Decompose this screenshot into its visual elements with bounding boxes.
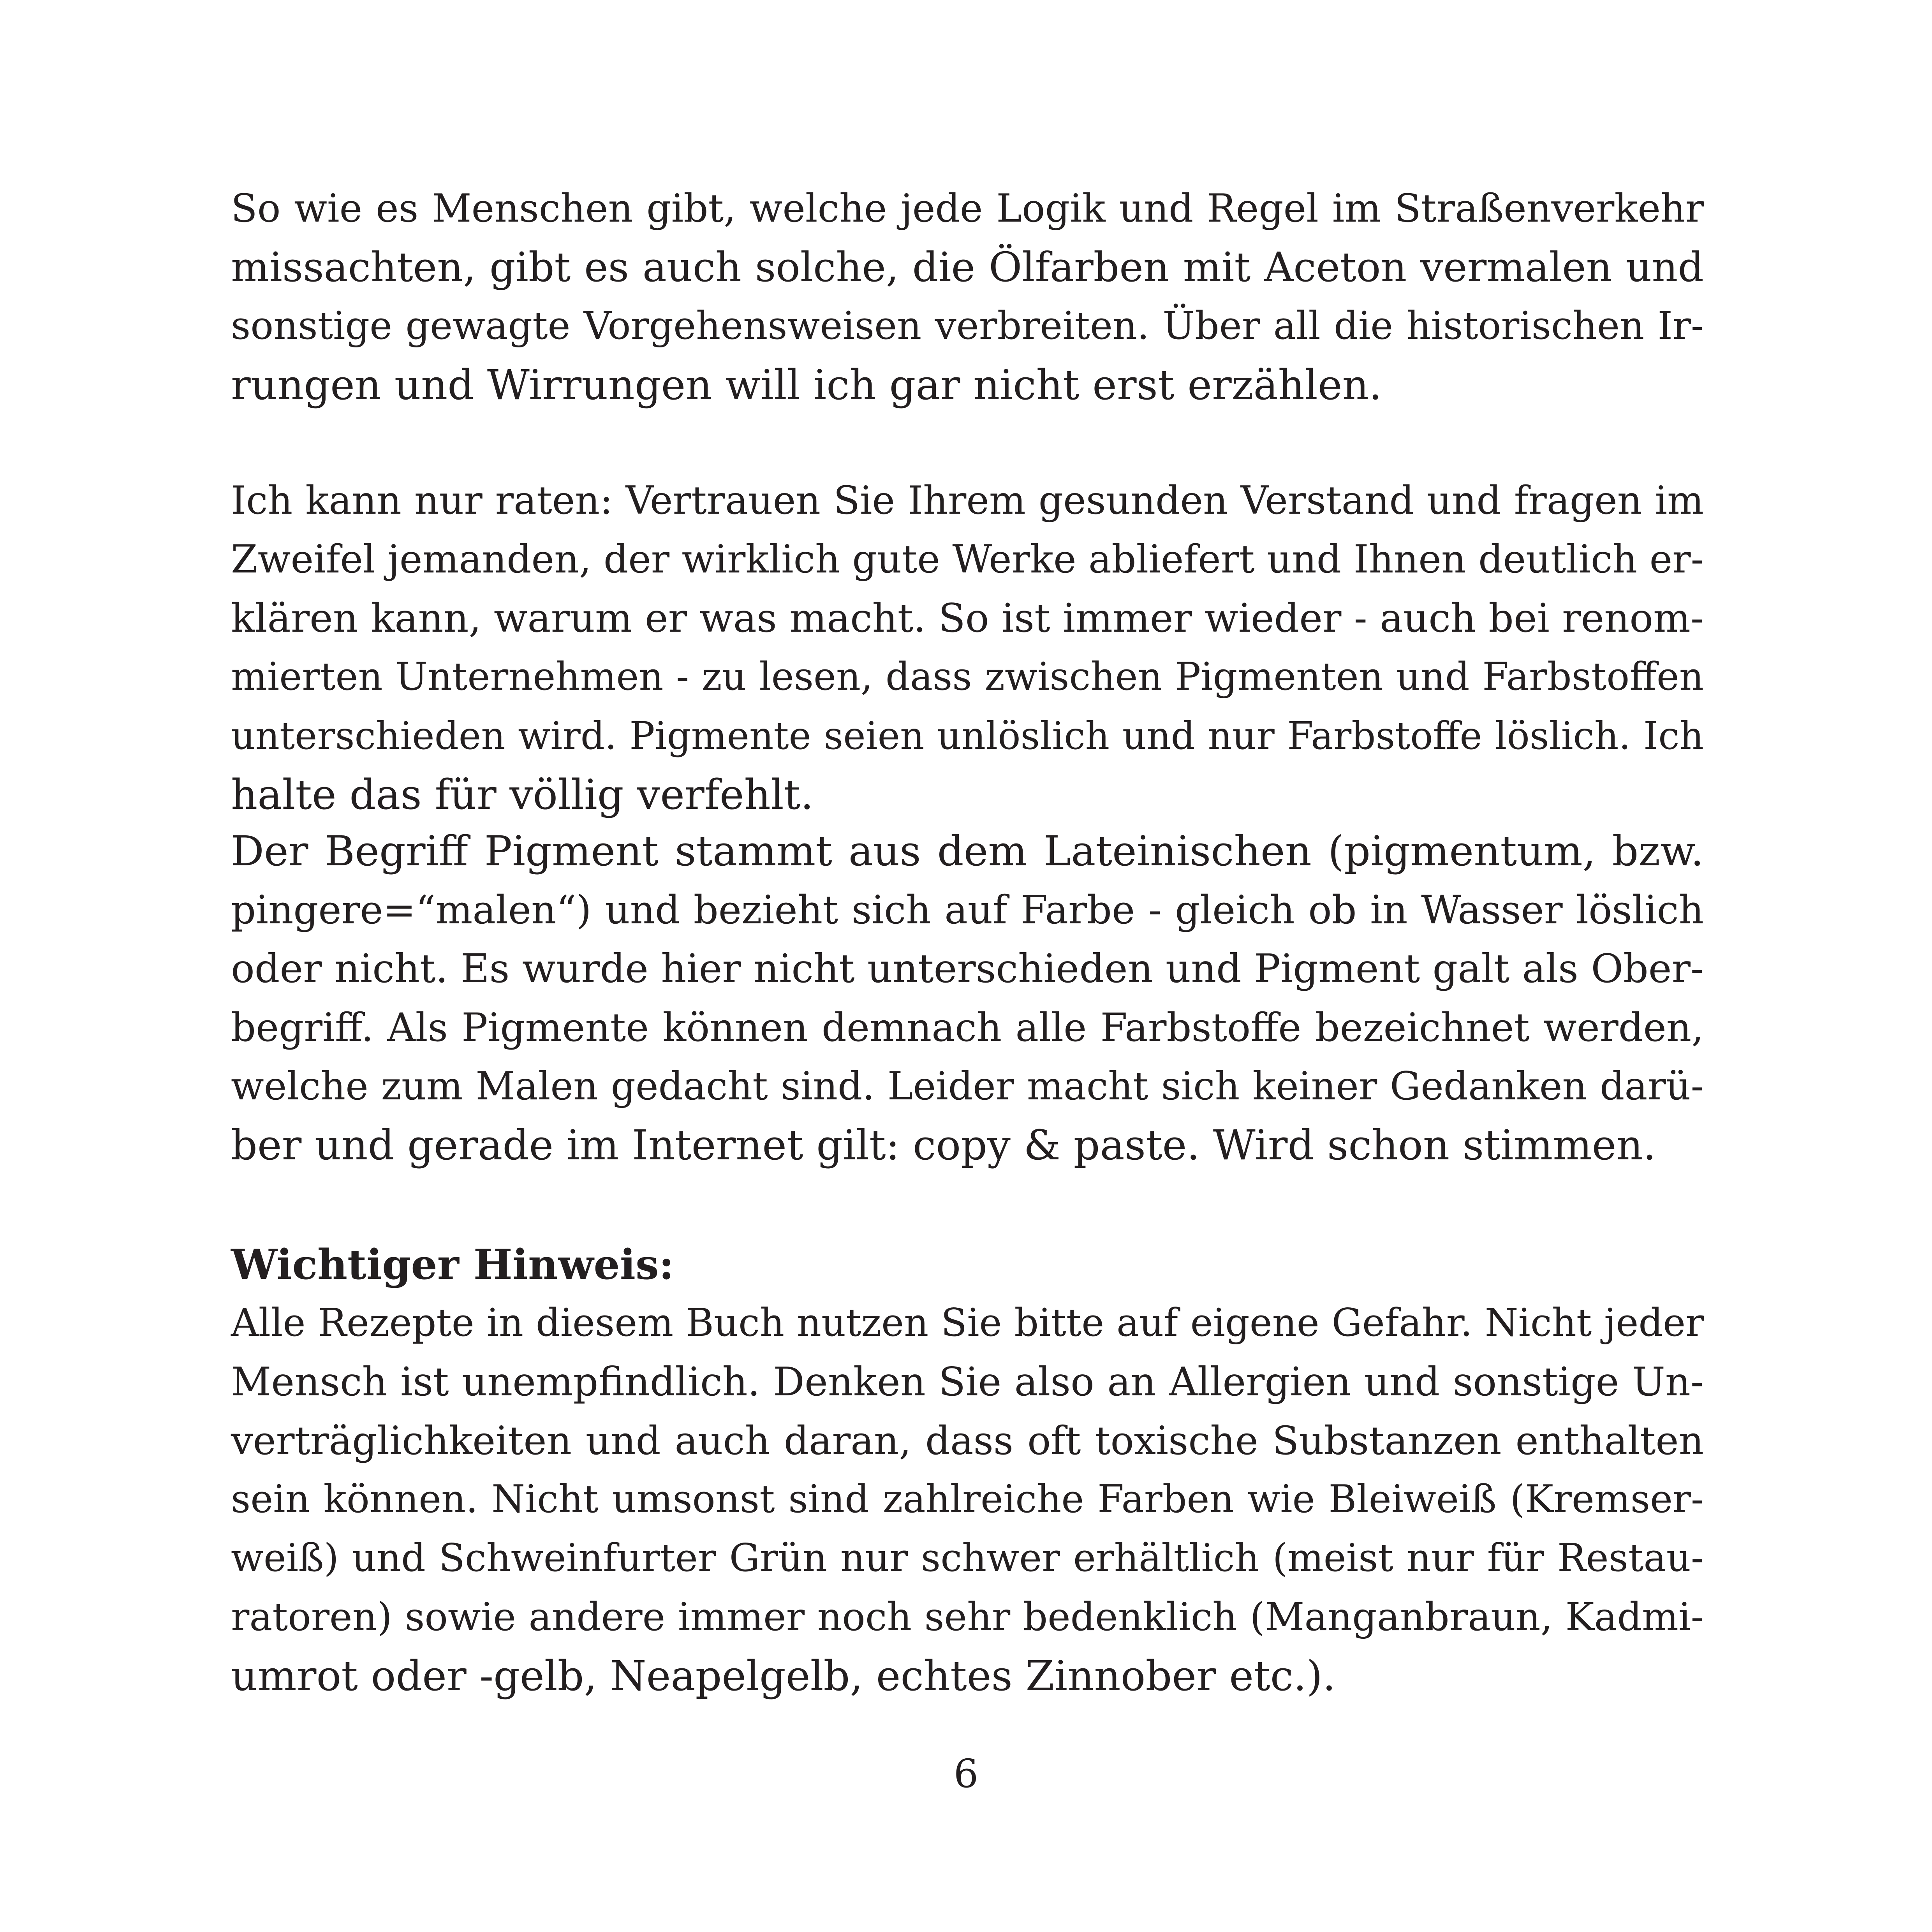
paragraph-traffic-analogy <box>231 179 1704 414</box>
text-line: klären kann, warum er was macht. So ist immer wieder - auch bei renom- <box>231 595 1704 641</box>
text-line: unterschieden wird. Pigmente seien unlöslich und nur Farbstoffe löslich. Ich <box>231 714 1704 758</box>
text-line: sein können. Nicht umsonst sind zahlreiche Farben wie Bleiweiß (Kremser- <box>231 1477 1704 1522</box>
page-number: 6 <box>953 1751 979 1796</box>
text-line: Ich kann nur raten: Vertrauen Sie Ihrem gesunden Verstand und fragen im <box>231 478 1704 523</box>
paragraph-pigment-definition <box>231 822 1704 1175</box>
notice-heading: Wichtiger Hinweis: <box>231 1240 674 1289</box>
text-line: Mensch ist unempfindlich. Denken Sie also an Allergien und sonstige Un- <box>231 1359 1704 1405</box>
important-notice <box>231 1235 1704 1705</box>
text-line: So wie es Menschen gibt, welche jede Logik und Regel im Straßenverkehr <box>231 186 1704 231</box>
text-line: ratoren) sowie andere immer noch sehr bedenklich (Manganbraun, Kadmi- <box>231 1595 1704 1640</box>
text-line: begriff. Als Pigmente können demnach alle Farbstoffe bezeichnet werden, <box>231 1005 1704 1050</box>
text-line: welche zum Malen gedacht sind. Leider macht sich keiner Gedanken darü- <box>231 1064 1704 1109</box>
text-line: sonstige gewagte Vorgehensweisen verbreiten. Über all die historischen Ir- <box>231 304 1704 348</box>
text-line: Alle Rezepte in diesem Buch nutzen Sie bitte auf eigene Gefahr. Nicht jeder <box>231 1301 1704 1345</box>
text-line: rungen und Wirrungen will ich gar nicht erst erzählen. <box>231 361 1382 409</box>
paragraph-advice <box>231 471 1704 824</box>
text-line: ber und gerade im Internet gilt: copy & paste. Wird schon stimmen. <box>231 1121 1656 1169</box>
text-line: halte das für völlig verfehlt. <box>231 771 814 819</box>
text-line: oder nicht. Es wurde hier nicht unterschieden und Pigment galt als Ober- <box>231 946 1704 992</box>
text-line: Der Begriff Pigment stammt aus dem Lateinischen (pigmentum, bzw. <box>231 827 1704 875</box>
text-line: pingere=“malen“) und bezieht sich auf Farbe - gleich ob in Wasser löslich <box>231 887 1704 933</box>
text-line: mierten Unternehmen - zu lesen, dass zwischen Pigmenten und Farbstoffen <box>231 655 1704 699</box>
text-line: Zweifel jemanden, der wirklich gute Werke abliefert und Ihnen deutlich er- <box>231 537 1704 582</box>
text-line: umrot oder -gelb, Neapelgelb, echtes Zinnober etc.). <box>231 1652 1336 1700</box>
text-line: verträglichkeiten und auch daran, dass oft toxische Substanzen enthalten <box>231 1418 1704 1464</box>
text-line: missachten, gibt es auch solche, die Ölfarben mit Aceton vermalen und <box>231 243 1704 291</box>
text-line: weiß) und Schweinfurter Grün nur schwer erhältlich (meist nur für Restau- <box>231 1536 1704 1580</box>
